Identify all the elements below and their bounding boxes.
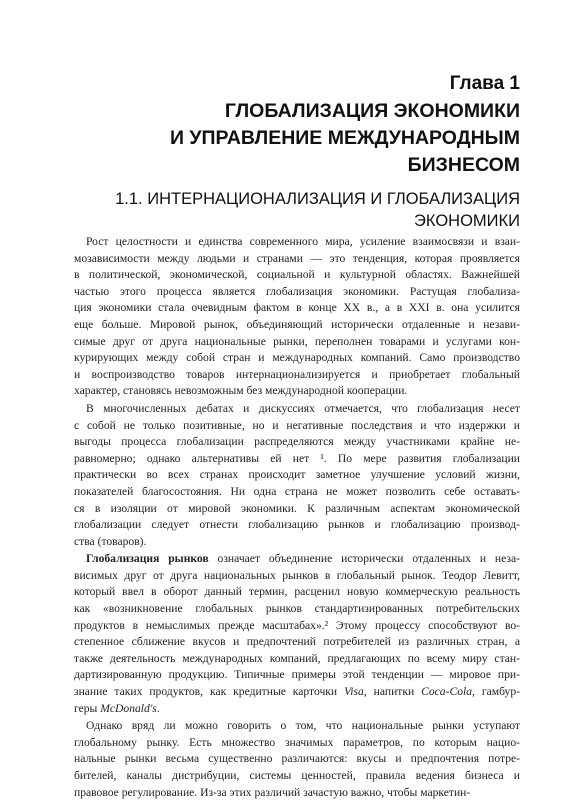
chapter-heading xyxy=(50,72,520,179)
text-line: степенное сближение вкусов и предпочтений потребителей из различных стран, а xyxy=(74,635,520,649)
chapter-label: Глава 1 xyxy=(449,73,520,94)
section-title-line: 1.1. ИНТЕРНАЦИОНАЛИЗАЦИЯ И ГЛОБАЛИЗАЦИЯ xyxy=(115,190,520,208)
chapter-title xyxy=(50,98,520,179)
chapter-title-line: И УПРАВЛЕНИЕ МЕЖДУНАРОДНЫМ xyxy=(169,127,520,149)
text-line: симые друг от друга национальные рынки, переполнен товарами и услугами кон- xyxy=(74,334,520,348)
section-heading xyxy=(50,188,520,232)
text-line: частью этого процесса является глобализация экономики. Растущая глобализа- xyxy=(74,284,520,298)
text-line: выгоды процесса глобализации распределяются между участниками крайне не- xyxy=(74,435,520,449)
brand-name: Coca-Cola xyxy=(421,685,473,699)
text-line: как «возникновение глобальных рынков стандартизированных потребительских xyxy=(74,602,520,616)
paragraph xyxy=(74,718,520,801)
text-line: нальные рынки весьма существенно различаются: вкусы и предпочтения потре- xyxy=(74,752,520,766)
text-line: Рост целостности и единства современного мира, усиление взаимосвязи и взаи- xyxy=(86,235,520,248)
paragraph xyxy=(74,234,520,400)
text-line: бителей, каналы дистрибуции, системы ценностей, правила ведения бизнеса и xyxy=(74,769,520,782)
text-line: ства (товаров). xyxy=(74,534,147,548)
text-line: который ввел в оборот данный термин, расценил новую коммерческую реальность xyxy=(74,585,520,599)
text-line: глобальному рынку. Есть множество значимых параметров, по которым нацио- xyxy=(74,735,520,749)
text-line: курирующих между собой стран и международных компаний. Само производство xyxy=(74,351,520,365)
brand-name: Visa xyxy=(344,685,364,699)
brand-name: McDonald's xyxy=(100,701,157,715)
text-line: в политической, экономической, социальной и культурной областях. Важнейшей xyxy=(74,268,520,282)
text-line: правовое регулирование. Из-за этих различий зачастую важно, чтобы маркетин- xyxy=(74,785,471,799)
text-line: характер, становясь невозможным без международной кооперации. xyxy=(74,384,408,398)
text-line: В многочисленных дебатах и дискуссиях отмечается, что глобализация несет xyxy=(86,401,520,415)
text-line: Глобализация рынков означает объединение исторически отдаленных и неза- xyxy=(86,552,520,566)
chapter-title-line: ГЛОБАЛИЗАЦИЯ ЭКОНОМИКИ xyxy=(224,100,520,122)
text-line: равномерно; однако альтернативы ей нет ¹. По мере развития глобализации xyxy=(74,451,520,465)
text-line: геры McDonald's. xyxy=(74,701,160,715)
paragraph xyxy=(74,401,520,550)
text-line: показателей благосостояния. Ни одна страна не может позволить себе оставать- xyxy=(74,484,520,498)
term-bold: Глобализация рынков xyxy=(86,552,209,566)
text-line: глобализации следует отнести глобализацию рынков и глобализацию производ- xyxy=(74,518,520,532)
text-line: Однако вряд ли можно говорить о том, что национальные рынки уступают xyxy=(86,719,520,733)
text-line: ся в изоляции от мировой экономики. К различным аспектам экономической xyxy=(74,501,520,515)
text-line: дартизированную продукцию. Типичные примеры этой тенденции — мировое при- xyxy=(74,668,520,682)
paragraph xyxy=(74,551,520,717)
text-line: с собой не только позитивные, но и негативные последствия и что издержки и xyxy=(74,418,520,432)
text-line: и воспроизводство товаров интернационализируется и приобретает глобальный xyxy=(74,367,520,381)
text-line: висимых друг от друга национальных рынков в глобальный рынок. Теодор Левитт, xyxy=(74,568,520,582)
text-line: также деятельность международных компаний, предлагающих по всему миру стан- xyxy=(74,651,520,665)
section-title-line: ЭКОНОМИКИ xyxy=(414,212,520,230)
chapter-title-line: БИЗНЕСОМ xyxy=(407,154,520,176)
body-text xyxy=(74,234,520,801)
text-line: практически во всех странах происходит заметное улучшение условий жизни, xyxy=(74,468,520,482)
text-line: продуктов в немыслимых прежде масштабах».² Этому процессу способствуют во- xyxy=(74,618,520,632)
text-line: ция экономики стала очевидным фактом в конце XX в., а в XXI в. она усилится xyxy=(74,301,520,315)
text-line: мозависимости между людьми и странами — это тенденция, которая проявляется xyxy=(74,251,520,265)
text-line: знание таких продуктов, как кредитные карточки Visa, напитки Coca-Cola, гамбур- xyxy=(74,685,520,699)
text-line: еще больше. Мировой рынок, объединяющий исторически отдаленные и незави- xyxy=(74,317,520,331)
